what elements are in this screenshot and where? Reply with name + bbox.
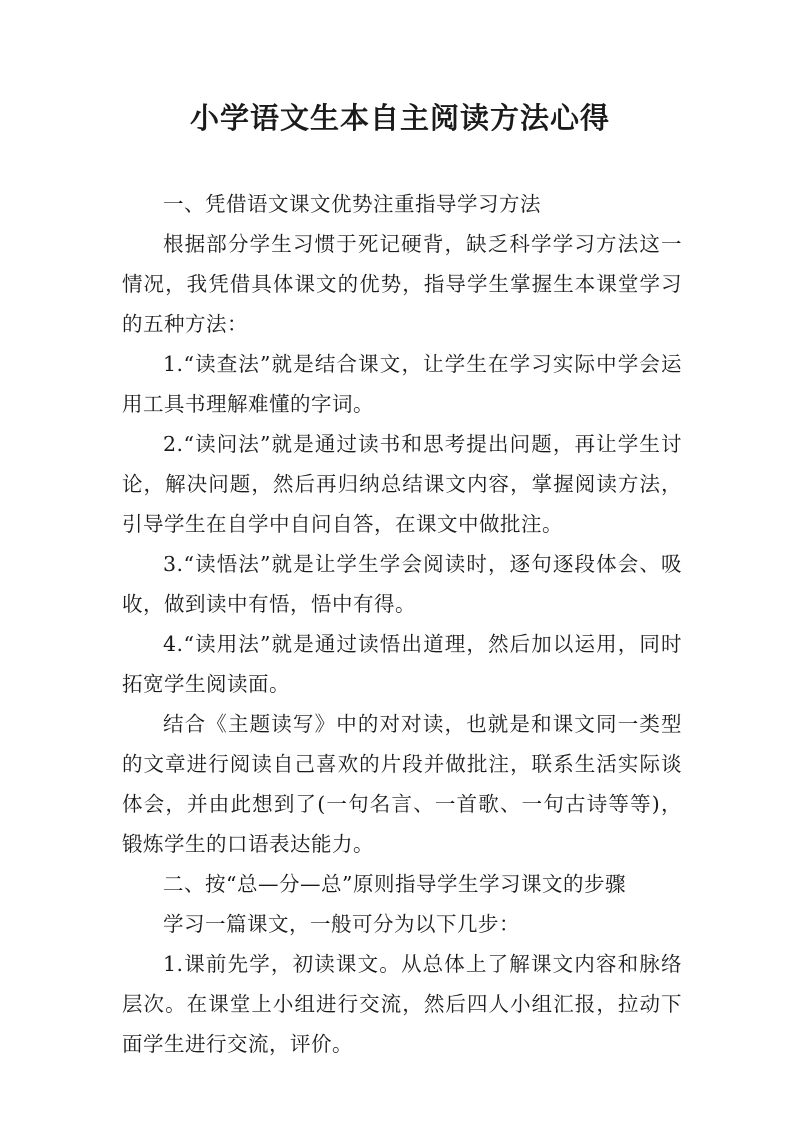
paragraph-theme-reading: 结合《主题读写》中的对对读，也就是和课文同一类型的文章进行阅读自己喜欢的片段并做批注，联系生活实际谈体会，并由此想到了(一句名言、一首歌、一句古诗等等)，锻炼学生的口语表达能力。	[122, 712, 682, 856]
paragraph-intro: 根据部分学生习惯于死记硬背，缺乏科学学习方法这一情况，我凭借具体课文的优势，指导学生掌握生本课堂学习的五种方法：	[122, 232, 682, 336]
paragraph-method-2: 2.“读问法”就是通过读书和思考提出问题，再让学生讨论，解决问题，然后再归纳总结课文内容，掌握阅读方法，引导学生在自学中自问自答，在课文中做批注。	[122, 432, 682, 536]
paragraph-method-4: 4.“读用法”就是通过读悟出道理，然后加以运用，同时拓宽学生阅读面。	[122, 632, 682, 696]
paragraph-method-3: 3.“读悟法”就是让学生学会阅读时，逐句逐段体会、吸收，做到读中有悟，悟中有得。	[122, 552, 682, 616]
section-heading-one: 一、凭借语文课文优势注重指导学习方法	[163, 192, 541, 216]
paragraph-step-1: 1.课前先学，初读课文。从总体上了解课文内容和脉络层次。在课堂上小组进行交流，然后四人小组汇报，拉动下面学生进行交流，评价。	[122, 952, 682, 1056]
paragraph-steps-intro: 学习一篇课文，一般可分为以下几步：	[163, 912, 520, 936]
document-body	[122, 184, 682, 1064]
document-title: 小学语文生本自主阅读方法心得	[189, 101, 610, 135]
paragraph-method-1: 1.“读查法”就是结合课文，让学生在学习实际中学会运用工具书理解难懂的字词。	[122, 352, 682, 416]
section-heading-two: 二、按“总—分—总”原则指导学生学习课文的步骤	[163, 872, 626, 896]
